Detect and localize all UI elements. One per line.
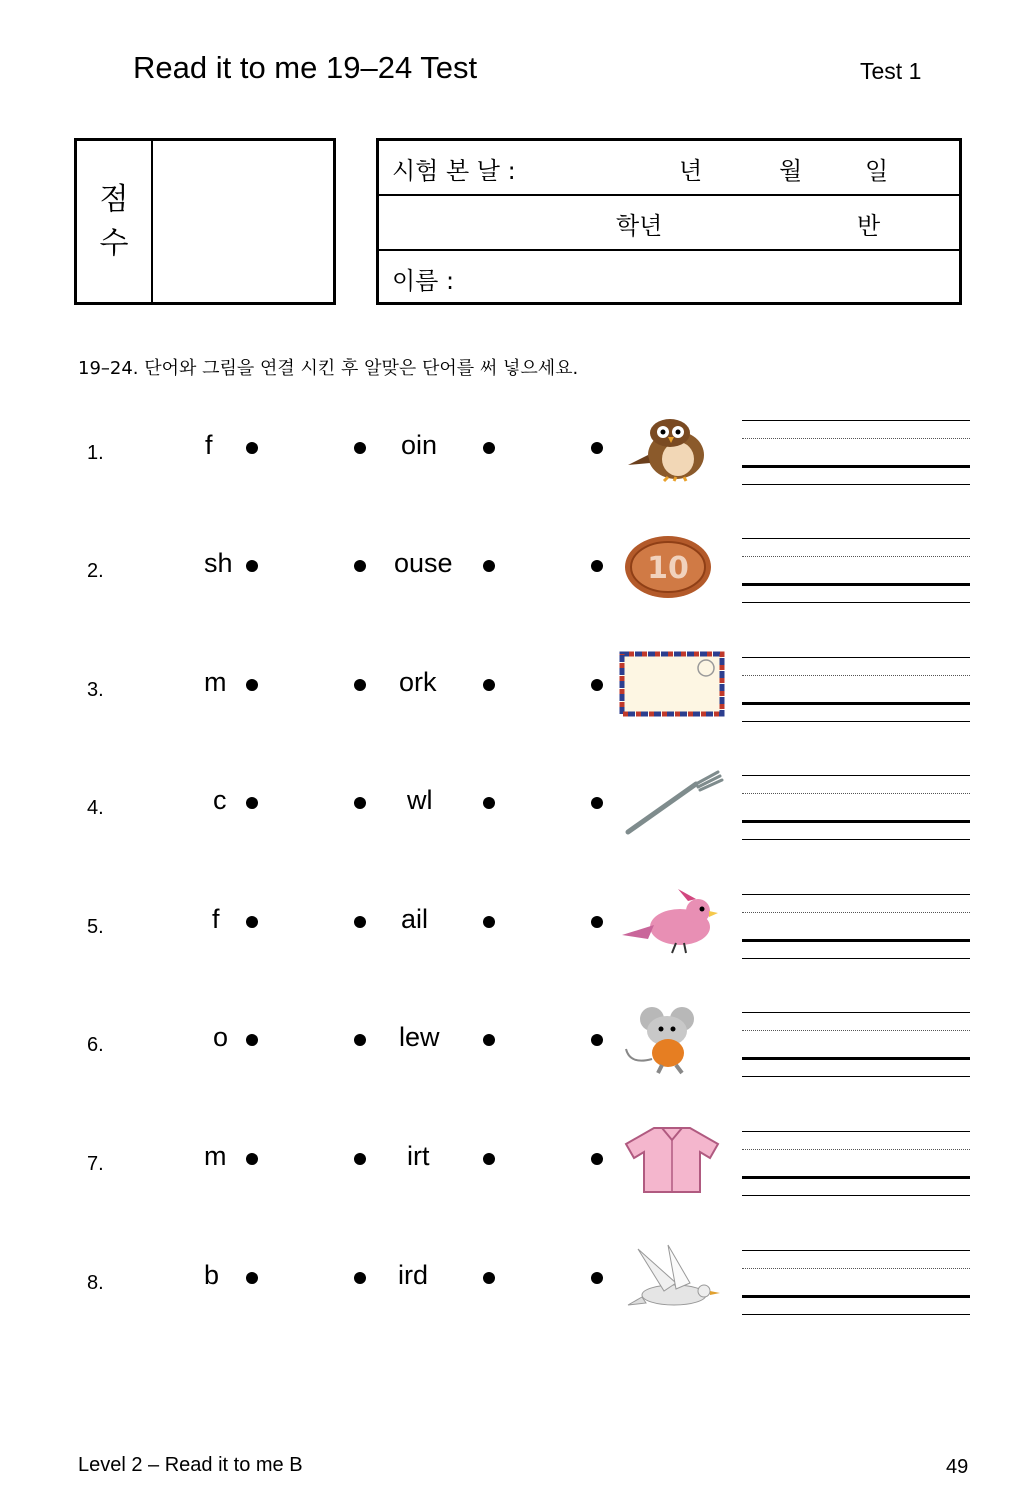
word-start: f bbox=[205, 430, 213, 460]
mouse-picture bbox=[618, 1005, 726, 1075]
item-number: 1. bbox=[87, 442, 104, 464]
grade-row bbox=[379, 194, 959, 249]
coin-picture bbox=[618, 531, 726, 601]
connect-dot-end-right[interactable] bbox=[483, 1153, 495, 1165]
writing-lines[interactable] bbox=[742, 1131, 970, 1201]
word-start: c bbox=[213, 785, 227, 815]
score-label-char-1: 점 bbox=[99, 181, 129, 217]
word-ending: irt bbox=[407, 1141, 430, 1171]
score-box bbox=[74, 138, 336, 305]
connect-dot-start[interactable] bbox=[246, 1272, 258, 1284]
exercise-item bbox=[0, 657, 1024, 767]
bird-picture bbox=[618, 887, 726, 957]
connect-dot-end-right[interactable] bbox=[483, 442, 495, 454]
connect-dot-end-left[interactable] bbox=[354, 797, 366, 809]
connect-dot-end-left[interactable] bbox=[354, 1272, 366, 1284]
student-info-table bbox=[376, 138, 962, 305]
writing-lines[interactable] bbox=[742, 657, 970, 727]
writing-lines[interactable] bbox=[742, 1012, 970, 1082]
instruction: 19–24. 단어와 그림을 연결 시킨 후 알맞은 단어를 써 넣으세요. bbox=[78, 358, 579, 379]
connect-dot-end-left[interactable] bbox=[354, 560, 366, 572]
connect-dot-picture[interactable] bbox=[591, 560, 603, 572]
connect-dot-end-right[interactable] bbox=[483, 1272, 495, 1284]
writing-lines[interactable] bbox=[742, 420, 970, 490]
connect-dot-end-right[interactable] bbox=[483, 679, 495, 691]
score-label-char-2: 수 bbox=[99, 225, 129, 261]
word-start: m bbox=[204, 1141, 227, 1171]
fork-picture bbox=[618, 768, 726, 838]
connect-dot-end-left[interactable] bbox=[354, 1034, 366, 1046]
exercise-item bbox=[0, 775, 1024, 885]
page-title: Read it to me 19–24 Test bbox=[133, 50, 478, 85]
item-number: 5. bbox=[87, 916, 104, 938]
page-number: 49 bbox=[946, 1456, 969, 1478]
svg-text:10: 10 bbox=[647, 551, 689, 586]
connect-dot-start[interactable] bbox=[246, 1034, 258, 1046]
connect-dot-start[interactable] bbox=[246, 679, 258, 691]
grade-label: 학년 bbox=[616, 212, 663, 240]
name-label: 이름 : bbox=[392, 267, 455, 295]
owl-picture bbox=[618, 413, 726, 483]
connect-dot-picture[interactable] bbox=[591, 679, 603, 691]
connect-dot-start[interactable] bbox=[246, 1153, 258, 1165]
word-ending: ouse bbox=[394, 548, 453, 578]
day-label: 일 bbox=[865, 157, 889, 185]
connect-dot-end-left[interactable] bbox=[354, 679, 366, 691]
connect-dot-start[interactable] bbox=[246, 916, 258, 928]
shirt-picture bbox=[618, 1124, 726, 1194]
word-ending: lew bbox=[399, 1022, 440, 1052]
connect-dot-end-right[interactable] bbox=[483, 797, 495, 809]
connect-dot-start[interactable] bbox=[246, 560, 258, 572]
date-label: 시험 본 날 : bbox=[392, 157, 516, 185]
item-number: 4. bbox=[87, 797, 104, 819]
writing-lines[interactable] bbox=[742, 1250, 970, 1320]
item-number: 2. bbox=[87, 560, 104, 582]
word-ending: oin bbox=[401, 430, 438, 460]
connect-dot-end-right[interactable] bbox=[483, 916, 495, 928]
connect-dot-end-right[interactable] bbox=[483, 1034, 495, 1046]
item-number: 6. bbox=[87, 1034, 104, 1056]
date-row bbox=[379, 141, 959, 194]
writing-lines[interactable] bbox=[742, 894, 970, 964]
footer-level: Level 2 – Read it to me B bbox=[78, 1454, 303, 1476]
item-number: 8. bbox=[87, 1272, 104, 1294]
item-number: 7. bbox=[87, 1153, 104, 1175]
test-label: Test 1 bbox=[860, 58, 922, 84]
word-ending: ail bbox=[401, 904, 429, 934]
word-start: b bbox=[204, 1260, 220, 1290]
mail-picture bbox=[618, 650, 726, 720]
connect-dot-picture[interactable] bbox=[591, 1034, 603, 1046]
word-start: sh bbox=[204, 548, 233, 578]
item-number: 3. bbox=[87, 679, 104, 701]
connect-dot-picture[interactable] bbox=[591, 797, 603, 809]
word-ending: ird bbox=[398, 1260, 429, 1290]
connect-dot-picture[interactable] bbox=[591, 1153, 603, 1165]
word-ending: wl bbox=[407, 785, 433, 815]
connect-dot-start[interactable] bbox=[246, 797, 258, 809]
score-field[interactable] bbox=[153, 141, 333, 302]
connect-dot-picture[interactable] bbox=[591, 442, 603, 454]
connect-dot-start[interactable] bbox=[246, 442, 258, 454]
month-label: 월 bbox=[779, 157, 803, 185]
score-label bbox=[77, 141, 153, 302]
connect-dot-picture[interactable] bbox=[591, 1272, 603, 1284]
name-row bbox=[379, 249, 959, 304]
exercise-item bbox=[0, 1131, 1024, 1241]
connect-dot-end-right[interactable] bbox=[483, 560, 495, 572]
connect-dot-end-left[interactable] bbox=[354, 442, 366, 454]
connect-dot-picture[interactable] bbox=[591, 916, 603, 928]
exercise-item bbox=[0, 894, 1024, 1004]
year-label: 년 bbox=[679, 157, 703, 185]
word-start: m bbox=[204, 667, 227, 697]
class-label: 반 bbox=[857, 212, 881, 240]
word-ending: ork bbox=[399, 667, 437, 697]
exercise-item bbox=[0, 420, 1024, 530]
writing-lines[interactable] bbox=[742, 775, 970, 845]
exercise-item bbox=[0, 538, 1024, 648]
dove-picture bbox=[618, 1243, 726, 1313]
writing-lines[interactable] bbox=[742, 538, 970, 608]
exercise-item bbox=[0, 1250, 1024, 1360]
exercise-item bbox=[0, 1012, 1024, 1122]
word-start: f bbox=[212, 904, 220, 934]
connect-dot-end-left[interactable] bbox=[354, 916, 366, 928]
word-start: o bbox=[213, 1022, 229, 1052]
connect-dot-end-left[interactable] bbox=[354, 1153, 366, 1165]
